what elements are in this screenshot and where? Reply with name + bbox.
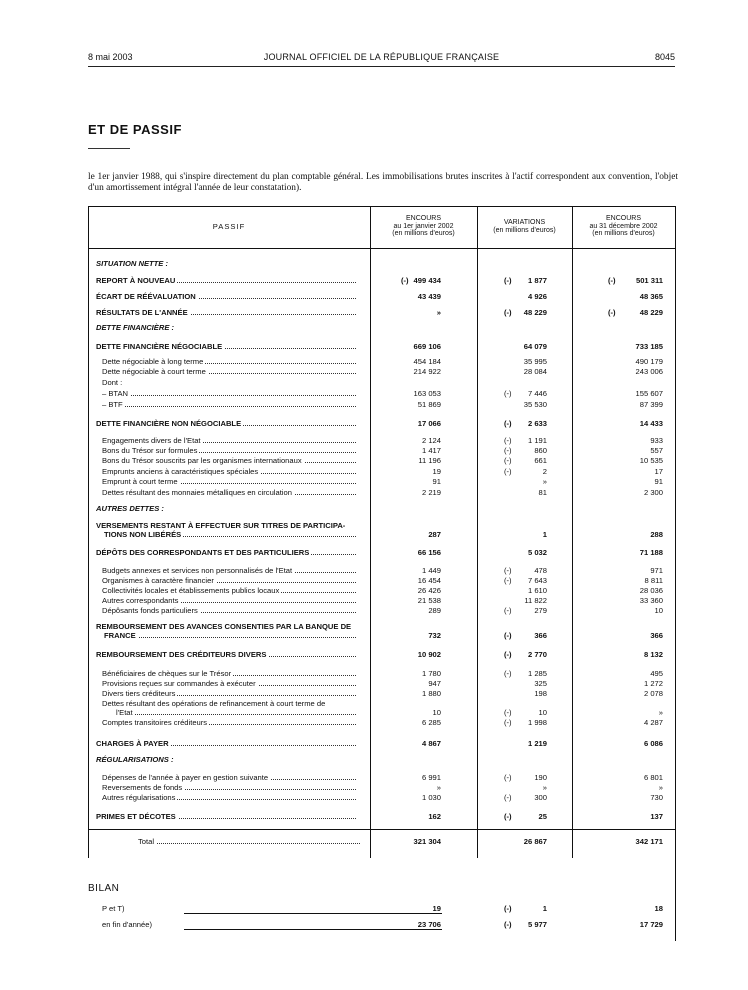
cell-value: 8 132 xyxy=(643,650,663,659)
cell-value: 2 219 xyxy=(421,488,441,497)
cell-value: 28 084 xyxy=(523,367,547,376)
row-label-text: Dépenses de l'année à payer en gestion suivante xyxy=(102,773,269,782)
row-label xyxy=(96,755,356,764)
cell-value: 557 xyxy=(650,446,663,455)
column-divider xyxy=(572,207,573,858)
row-label xyxy=(102,699,356,708)
cell-value: 16 454 xyxy=(417,576,441,585)
cell-value: 933 xyxy=(650,436,663,445)
cell-value: 2 078 xyxy=(643,689,663,698)
cell-value: 26 867 xyxy=(523,837,547,846)
row-label xyxy=(102,467,356,476)
cell-value: 6 801 xyxy=(643,773,663,782)
row-label-text: Emprunts anciens à caractéristiques spéciales xyxy=(102,467,259,476)
cell-value: 163 053 xyxy=(413,389,441,398)
cell-value: 11 822 xyxy=(524,596,547,605)
row-label xyxy=(102,718,356,727)
sign-marker: (-) xyxy=(504,436,512,445)
cell-value: 11 196 xyxy=(418,456,441,465)
header-text: (en millions d'euros) xyxy=(493,226,556,234)
row-label-text: Autres régularisations xyxy=(102,793,176,802)
row-label xyxy=(104,530,356,539)
cell-value: 6 991 xyxy=(421,773,441,782)
row-label-text: Organismes à caractère financier xyxy=(102,576,214,585)
sign-marker: (-) xyxy=(504,606,512,615)
cell-value: 1 xyxy=(542,530,547,539)
row-label-text: – BTAN xyxy=(102,389,129,398)
cell-value: 48 365 xyxy=(639,292,663,301)
sign-marker: (-) xyxy=(504,576,512,585)
cell-value: 1 998 xyxy=(527,718,547,727)
row-label xyxy=(102,488,356,497)
passif-table xyxy=(88,206,675,858)
row-label-text: Reversements de fonds xyxy=(102,783,183,792)
row-label-text: DETTE FINANCIÈRE NON NÉGOCIABLE xyxy=(96,419,242,428)
header-text: (en millions d'euros) xyxy=(592,230,655,238)
cell-value: 2 300 xyxy=(643,488,663,497)
row-label-text: Bénéficiaires de chèques sur le Trésor xyxy=(102,669,232,678)
cell-value: 10 535 xyxy=(639,456,663,465)
row-label-text: Dont : xyxy=(102,378,123,387)
cell-value: 10 xyxy=(538,708,547,717)
sign-marker: (-) xyxy=(401,276,409,285)
cell-value: 23 706 xyxy=(417,920,441,929)
cell-value: » xyxy=(436,308,441,317)
row-label-text: DETTE FINANCIÈRE NÉGOCIABLE xyxy=(96,342,223,351)
row-label: en fin d'année) xyxy=(102,920,153,929)
row-label-text: FRANCE xyxy=(104,631,136,640)
sign-marker: (-) xyxy=(608,276,616,285)
cell-value: 155 607 xyxy=(635,389,663,398)
leader-dots xyxy=(102,406,356,407)
sign-marker: (-) xyxy=(504,456,512,465)
row-label-text: RÉSULTATS DE L'ANNÉE xyxy=(96,308,188,317)
cell-value: 7 643 xyxy=(527,576,547,585)
cell-value: 342 171 xyxy=(635,837,663,846)
bilan-row xyxy=(88,920,675,930)
row-label xyxy=(138,837,360,846)
cell-value: 91 xyxy=(654,477,663,486)
row-label-text: Autres correspondants xyxy=(102,596,179,605)
row-label-text: Comptes transitoires créditeurs xyxy=(102,718,208,727)
header-text: (en millions d'euros) xyxy=(392,230,455,238)
cell-value: 51 869 xyxy=(417,400,441,409)
sign-marker: (-) xyxy=(504,631,512,640)
cell-value: 366 xyxy=(650,631,663,640)
cell-value: 1 877 xyxy=(527,276,547,285)
table-border-right xyxy=(675,206,676,941)
cell-value: » xyxy=(658,783,663,792)
row-label xyxy=(102,586,356,595)
cell-value: 162 xyxy=(428,812,441,821)
cell-value: 279 xyxy=(534,606,547,615)
row-label-text: Dépôsants fonds particuliers xyxy=(102,606,198,615)
cell-value: 287 xyxy=(428,530,441,539)
cell-value: 6 285 xyxy=(421,718,441,727)
cell-value: 478 xyxy=(534,566,547,575)
row-label-text: SITUATION NETTE : xyxy=(96,259,168,268)
total-rule xyxy=(88,829,675,830)
cell-value: 8 811 xyxy=(644,576,663,585)
sign-marker: (-) xyxy=(504,467,512,476)
row-label xyxy=(96,292,356,301)
row-label-text: Collectivités locales et établissements publics locaux xyxy=(102,586,280,595)
intro-paragraph: le 1er janvier 1988, qui s'inspire directement du plan comptable général. Les immobilisations brutes inscrites à l'actif correspondent aux convention, l'objet d'un amortissement intégral l'année de leur constatation). xyxy=(88,172,678,193)
header-variations xyxy=(477,219,572,234)
row-label-text: Dettes résultant des monnaies métalliques en circulation xyxy=(102,488,292,497)
cell-value: » xyxy=(542,477,547,486)
header-encours-start xyxy=(370,215,477,238)
cell-value: 48 229 xyxy=(523,308,547,317)
section-title: ET DE PASSIF xyxy=(88,122,182,137)
cell-value: » xyxy=(658,708,663,717)
row-label xyxy=(96,622,356,631)
cell-value: 87 399 xyxy=(639,400,663,409)
cell-value: 730 xyxy=(650,793,663,802)
cell-value: 10 902 xyxy=(417,650,441,659)
cell-value: 5 977 xyxy=(527,920,547,929)
cell-value: 28 036 xyxy=(639,586,663,595)
cell-value: 860 xyxy=(534,446,547,455)
cell-value: 495 xyxy=(650,669,663,678)
row-label xyxy=(96,308,356,317)
cell-value: 17 066 xyxy=(417,419,441,428)
page-header xyxy=(88,50,675,67)
row-label xyxy=(96,650,356,659)
cell-value: 1 272 xyxy=(643,679,663,688)
row-label-text: Dettes résultant des opérations de refinancement à court terme de xyxy=(102,699,326,708)
cell-value: 1 219 xyxy=(527,739,547,748)
row-label-text: l'Etat xyxy=(116,708,133,717)
cell-value: 10 xyxy=(432,708,441,717)
header-text: ENCOURS xyxy=(605,215,641,222)
header-encours-end xyxy=(572,215,675,238)
row-label-text: DÉPÔTS DES CORRESPONDANTS ET DES PARTICULIERS xyxy=(96,548,310,557)
row-label xyxy=(102,389,356,398)
row-label-text: ÉCART DE RÉÉVALUATION xyxy=(96,292,196,301)
bilan-title: BILAN xyxy=(88,883,120,894)
cell-value: 35 995 xyxy=(523,357,547,366)
row-label xyxy=(102,576,356,585)
cell-value: 35 530 xyxy=(523,400,547,409)
column-divider xyxy=(370,207,371,858)
sign-marker: (-) xyxy=(608,308,616,317)
cell-value: 2 770 xyxy=(527,650,547,659)
cell-value: 6 086 xyxy=(643,739,663,748)
sign-marker: (-) xyxy=(504,773,512,782)
cell-value: 325 xyxy=(534,679,547,688)
row-label-text: Budgets annexes et services non personnalisés de l'Etat xyxy=(102,566,293,575)
cell-value: 4 867 xyxy=(421,739,441,748)
row-label xyxy=(102,436,356,445)
row-label-text: VERSEMENTS RESTANT À EFFECTUER SUR TITRES DE PARTICIPA- xyxy=(96,521,346,530)
row-label xyxy=(102,477,356,486)
row-label xyxy=(96,504,356,513)
row-label xyxy=(96,739,356,748)
cell-value: 289 xyxy=(428,606,441,615)
table-border-left xyxy=(88,207,89,858)
leader-dots xyxy=(104,637,356,638)
row-label xyxy=(104,631,356,640)
cell-value: 243 006 xyxy=(635,367,663,376)
cell-value: 1 780 xyxy=(421,669,441,678)
sign-marker: (-) xyxy=(504,812,512,821)
cell-value: 1 030 xyxy=(421,793,441,802)
cell-value: 733 185 xyxy=(635,342,663,351)
row-label-text: Dette négociable à court terme xyxy=(102,367,206,376)
cell-value: 10 xyxy=(654,606,663,615)
header-text: ENCOURS xyxy=(405,215,441,222)
sign-marker: (-) xyxy=(504,920,512,929)
cell-value: » xyxy=(542,783,547,792)
row-label xyxy=(102,400,356,409)
cell-value: 21 538 xyxy=(417,596,441,605)
sign-marker: (-) xyxy=(504,669,512,678)
cell-value: 1 xyxy=(542,904,547,913)
cell-value: 288 xyxy=(650,530,663,539)
cell-value: 18 xyxy=(654,904,663,913)
cell-value: 971 xyxy=(650,566,663,575)
cell-value: 1 417 xyxy=(421,446,441,455)
leader-dots xyxy=(138,843,360,844)
cell-value: 732 xyxy=(428,631,441,640)
sign-marker: (-) xyxy=(504,708,512,717)
header-date: 8 mai 2003 xyxy=(88,52,133,62)
row-label: P et T) xyxy=(102,904,125,913)
cell-value: 91 xyxy=(432,477,441,486)
row-label xyxy=(96,342,356,351)
cell-value: 7 446 xyxy=(527,389,547,398)
cell-value: 661 xyxy=(534,456,547,465)
header-text: au 1er janvier 2002 xyxy=(393,222,454,230)
underline-rule xyxy=(184,913,442,914)
row-label xyxy=(102,606,356,615)
row-label xyxy=(96,323,356,332)
sign-marker: (-) xyxy=(504,904,512,913)
row-label xyxy=(102,566,356,575)
cell-value: » xyxy=(436,783,441,792)
header-text: VARIATIONS xyxy=(503,219,546,226)
cell-value: 190 xyxy=(534,773,547,782)
row-label-text: TIONS NON LIBÉRÉS xyxy=(104,530,182,539)
cell-value: 669 106 xyxy=(413,342,441,351)
cell-value: 490 179 xyxy=(635,357,663,366)
row-label-text: DETTE FINANCIÈRE : xyxy=(96,323,175,332)
underline-rule xyxy=(184,929,442,930)
cell-value: 2 xyxy=(542,467,547,476)
row-label xyxy=(102,596,356,605)
header-page-number: 8045 xyxy=(654,52,675,62)
row-label-text: Provisions reçues sur commandes à exécuter xyxy=(102,679,256,688)
row-label-text: REMBOURSEMENT DES CRÉDITEURS DIVERS xyxy=(96,650,267,659)
row-label xyxy=(102,456,356,465)
cell-value: 499 434 xyxy=(413,276,441,285)
cell-value: 366 xyxy=(534,631,547,640)
cell-value: 300 xyxy=(534,793,547,802)
sign-marker: (-) xyxy=(504,446,512,455)
cell-value: 137 xyxy=(650,812,663,821)
row-label xyxy=(96,276,356,285)
header-text: au 31 décembre 2002 xyxy=(589,222,658,230)
cell-value: 66 156 xyxy=(417,548,441,557)
row-label-text: RÉGULARISATIONS : xyxy=(96,755,174,764)
cell-value: 214 922 xyxy=(413,367,441,376)
cell-value: 1 880 xyxy=(421,689,441,698)
cell-value: 81 xyxy=(538,488,547,497)
cell-value: 14 433 xyxy=(639,419,663,428)
bilan-row xyxy=(88,904,675,914)
row-label xyxy=(102,679,356,688)
row-label-text: REMBOURSEMENT DES AVANCES CONSENTIES PAR LA BANQUE DE xyxy=(96,622,352,631)
row-label xyxy=(102,669,356,678)
row-label-text: CHARGES À PAYER xyxy=(96,739,169,748)
row-label xyxy=(102,357,356,366)
cell-value: 1 449 xyxy=(421,566,441,575)
sign-marker: (-) xyxy=(504,793,512,802)
cell-value: 71 188 xyxy=(639,548,663,557)
row-label xyxy=(102,783,356,792)
row-label-text: – BTF xyxy=(102,400,123,409)
cell-value: 25 xyxy=(538,812,547,821)
cell-value: 321 304 xyxy=(413,837,441,846)
cell-value: 33 360 xyxy=(639,596,663,605)
row-label-text: Dette négociable à long terme xyxy=(102,357,204,366)
leader-dots xyxy=(116,714,356,715)
sign-marker: (-) xyxy=(504,276,512,285)
row-label-text: Bons du Trésor souscrits par les organismes internationaux xyxy=(102,456,302,465)
row-label-text: AUTRES DETTES : xyxy=(96,504,164,513)
cell-value: 1 285 xyxy=(527,669,547,678)
row-label xyxy=(102,773,356,782)
sign-marker: (-) xyxy=(504,308,512,317)
row-label xyxy=(102,793,356,802)
cell-value: 947 xyxy=(428,679,441,688)
row-label xyxy=(96,812,356,821)
cell-value: 4 926 xyxy=(527,292,547,301)
sign-marker: (-) xyxy=(504,419,512,428)
row-label xyxy=(102,378,356,387)
row-label xyxy=(102,689,356,698)
row-label xyxy=(96,548,356,557)
header-journal-title: JOURNAL OFFICIEL DE LA RÉPUBLIQUE FRANÇAISE xyxy=(263,52,500,62)
cell-value: 4 287 xyxy=(643,718,663,727)
leader-dots xyxy=(102,395,356,396)
row-label xyxy=(96,259,356,268)
cell-value: 19 xyxy=(432,467,441,476)
title-rule xyxy=(88,148,130,149)
cell-value: 64 079 xyxy=(523,342,547,351)
cell-value: 454 184 xyxy=(413,357,441,366)
row-label xyxy=(96,521,356,530)
row-label-text: Bons du Trésor sur formules xyxy=(102,446,198,455)
column-divider xyxy=(477,207,478,858)
cell-value: 19 xyxy=(432,904,441,913)
header-passif: PASSIF xyxy=(212,222,246,231)
row-label xyxy=(102,446,356,455)
cell-value: 1 191 xyxy=(527,436,547,445)
row-label xyxy=(102,367,356,376)
sign-marker: (-) xyxy=(504,566,512,575)
cell-value: 17 xyxy=(654,467,663,476)
cell-value: 1 610 xyxy=(527,586,547,595)
cell-value: 198 xyxy=(534,689,547,698)
cell-value: 17 729 xyxy=(639,920,663,929)
header-rule xyxy=(88,248,675,249)
cell-value: 501 311 xyxy=(635,276,663,285)
row-label xyxy=(116,708,356,717)
row-label-text: Total xyxy=(138,837,155,846)
row-label-text: Engagements divers de l'Etat xyxy=(102,436,201,445)
sign-marker: (-) xyxy=(504,650,512,659)
row-label-text: PRIMES ET DÉCOTES xyxy=(96,812,176,821)
cell-value: 2 124 xyxy=(421,436,441,445)
cell-value: 26 426 xyxy=(417,586,441,595)
row-label xyxy=(96,419,356,428)
row-label-text: Emprunt à court terme xyxy=(102,477,178,486)
sign-marker: (-) xyxy=(504,718,512,727)
row-label-text: Divers tiers créditeurs xyxy=(102,689,176,698)
cell-value: 2 633 xyxy=(527,419,547,428)
cell-value: 43 439 xyxy=(417,292,441,301)
sign-marker: (-) xyxy=(504,389,512,398)
cell-value: 5 032 xyxy=(527,548,547,557)
cell-value: 48 229 xyxy=(639,308,663,317)
row-label-text: REPORT À NOUVEAU xyxy=(96,276,176,285)
